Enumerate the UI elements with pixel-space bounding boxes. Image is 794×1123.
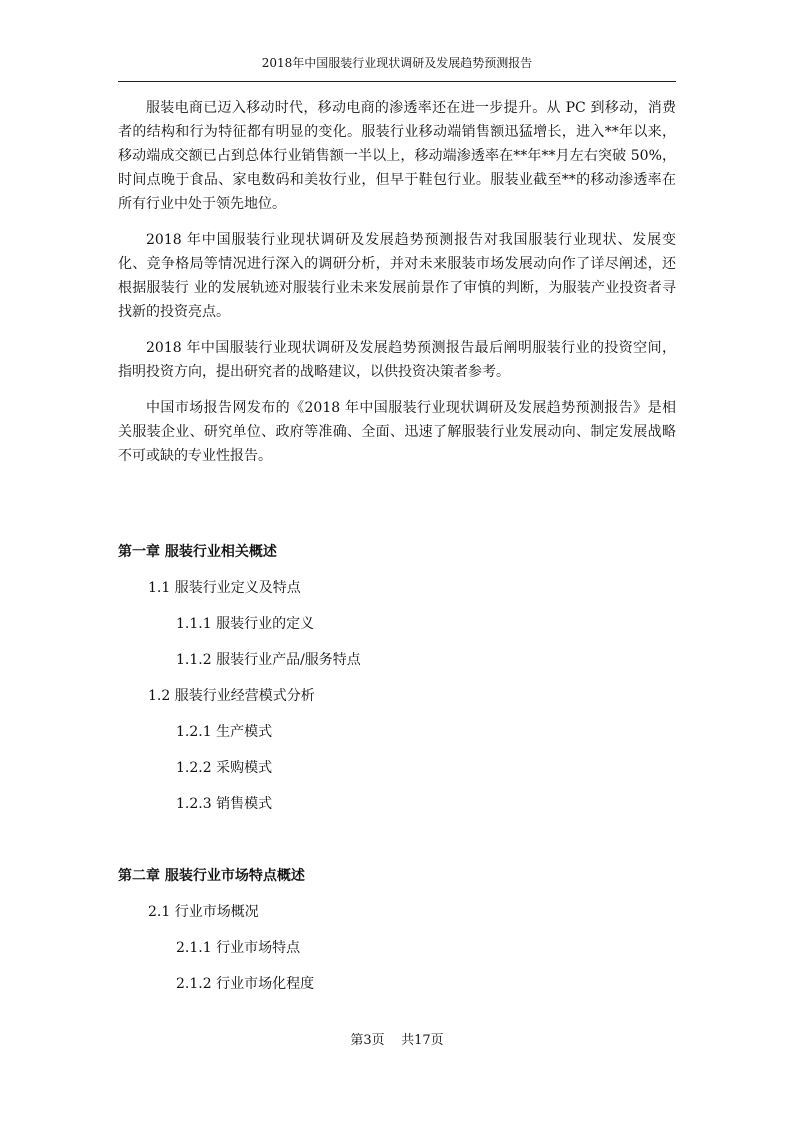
toc-subsection: 1.2.1 生产模式 [176, 724, 273, 740]
toc-section: 1.1 服装行业定义及特点 [148, 580, 301, 596]
chapter-spacer [118, 828, 676, 864]
page-footer [0, 1032, 794, 1050]
chapter-heading: 第二章 服装行业市场特点概述 [118, 868, 305, 884]
toc-subsection: 2.1.2 行业市场化程度 [176, 976, 315, 992]
intro-paragraph: 中国市场报告网发布的《2018 年中国服装行业现状调研及发展趋势预测报告》是相关服装企业、研究单位、政府等准确、全面、迅速了解服装行业发展动向、制定发展战略不可或缺的专业性报告。 [118, 400, 676, 464]
intro-paragraph: 2018 年中国服装行业现状调研及发展趋势预测报告最后阐明服装行业的投资空间，指明投资方向，提出研究者的战略建议，以供投资决策者参考。 [118, 340, 676, 380]
toc-subsection: 2.1.1 行业市场特点 [176, 940, 301, 956]
intro-body [118, 96, 676, 480]
report-title: 2018年中国服装行业现状调研及发展趋势预测报告 [261, 56, 533, 70]
toc-subsection: 1.2.2 采购模式 [176, 760, 273, 776]
chapter-heading: 第一章 服装行业相关概述 [118, 544, 277, 560]
table-of-contents [118, 540, 676, 1008]
toc-subsection: 1.1.1 服装行业的定义 [176, 616, 315, 632]
toc-subsection: 1.1.2 服装行业产品/服务特点 [176, 652, 361, 668]
intro-paragraph: 2018 年中国服装行业现状调研及发展趋势预测报告对我国服装行业现状、发展变化、竞争格局等情况进行深入的调研分析，并对未来服装市场发展动向作了详尽阐述，还根据服装行 业的发展轨迹对服装行业未来发展前景作了审慎的判断，为服装产业投资者寻找新的投资亮点。 [118, 232, 676, 320]
intro-paragraph: 服装电商已迈入移动时代，移动电商的渗透率还在进一步提升。从 PC 到移动，消费者的结构和行为特征都有明显的变化。服装行业移动端销售额迅猛增长，进入**年以来，移动端成交额已占到总体行业销售额一半以上，移动端渗透率在**年**月左右突破 50%，时间点晚于食品、家电数码和美妆行业，但早于鞋包行业。服装业截至**的移动渗透率在所有行业中处于领先地位。 [118, 100, 676, 212]
toc-section: 2.1 行业市场概况 [148, 904, 259, 920]
toc-section: 1.2 服装行业经营模式分析 [148, 688, 315, 704]
toc-subsection: 1.2.3 销售模式 [176, 796, 273, 812]
page-header [118, 55, 676, 82]
page-number: 第3页 共17页 [350, 1033, 444, 1048]
